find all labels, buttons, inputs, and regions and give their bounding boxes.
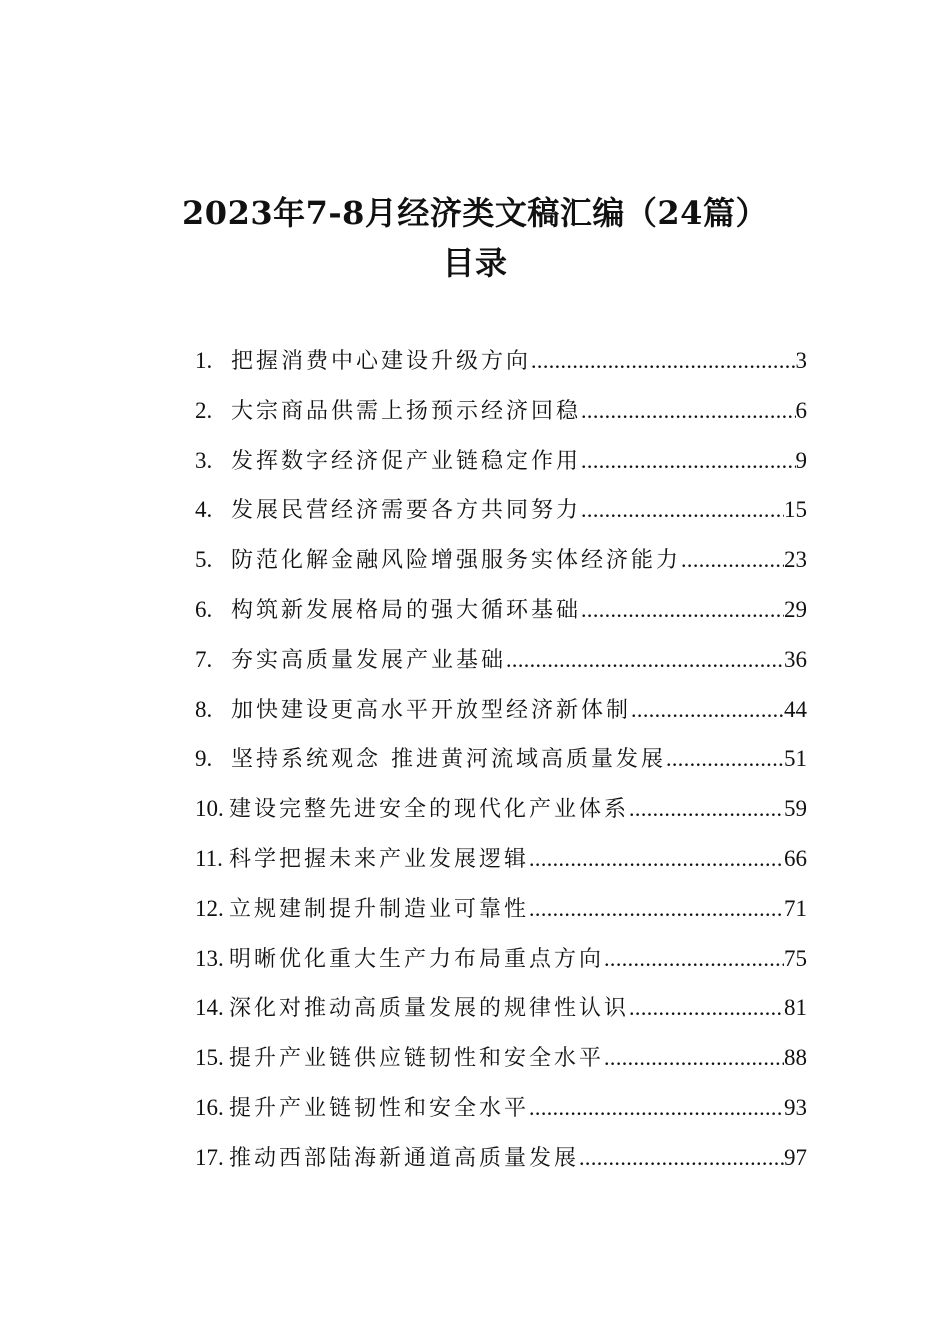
document-title: 2023年7-8月经济类文稿汇编（24篇） — [182, 194, 768, 232]
toc-entry-14[interactable] — [195, 986, 807, 1036]
toc-dot-leader — [529, 1086, 784, 1130]
toc-entry-page: 51 — [784, 746, 807, 772]
toc-dot-leader — [529, 887, 784, 931]
toc-entry-number: 6. — [195, 596, 213, 622]
toc-entry-title: 发挥数字经济促产业链稳定作用 — [231, 448, 582, 474]
toc-entry-4[interactable] — [195, 488, 807, 538]
toc-entry-6[interactable] — [195, 588, 807, 638]
toc-entry-title: 坚持系统观念 推进黄河流域高质量发展 — [231, 747, 666, 773]
toc-entry-number: 10. — [195, 796, 224, 822]
toc-entry-page: 3 — [795, 348, 807, 373]
toc-entry-1[interactable] — [195, 339, 807, 389]
toc-entry-number: 2. — [195, 397, 213, 423]
toc-entry-16[interactable] — [195, 1086, 807, 1136]
toc-entry-number: 12. — [195, 895, 224, 921]
toc-dot-leader — [629, 787, 784, 831]
toc-entry-page: 29 — [784, 596, 807, 622]
toc-entry-12[interactable] — [195, 887, 807, 937]
toc-entry-page: 75 — [784, 945, 807, 971]
toc-entry-title: 提升产业链韧性和安全水平 — [229, 1095, 530, 1121]
toc-entry-15[interactable] — [195, 1036, 807, 1086]
toc-entry-17[interactable] — [195, 1136, 807, 1186]
toc-entry-13[interactable] — [195, 937, 807, 987]
toc-entry-number: 14. — [195, 995, 224, 1021]
toc-dot-leader — [506, 638, 784, 682]
toc-entry-page: 6 — [795, 397, 807, 423]
toc-dot-leader — [631, 688, 784, 732]
toc-dot-leader — [581, 439, 795, 483]
toc-entry-title: 科学把握未来产业发展逻辑 — [229, 846, 530, 872]
toc-entry-title: 防范化解金融风险增强服务实体经济能力 — [231, 548, 682, 574]
toc-entry-number: 11. — [195, 845, 223, 871]
toc-dot-leader — [629, 986, 784, 1030]
toc-entry-number: 15. — [195, 1045, 224, 1071]
toc-entry-10[interactable] — [195, 787, 807, 837]
toc-entry-2[interactable] — [195, 389, 807, 439]
toc-entry-number: 13. — [195, 945, 224, 971]
toc-entry-title: 构筑新发展格局的强大循环基础 — [231, 597, 582, 623]
toc-entry-page: 59 — [784, 796, 807, 822]
toc-dot-leader — [581, 588, 784, 632]
toc-entry-title: 大宗商品供需上扬预示经济回稳 — [231, 398, 582, 424]
toc-entry-page: 23 — [784, 547, 807, 573]
toc-entry-title: 把握消费中心建设升级方向 — [231, 349, 532, 374]
toc-dot-leader — [666, 737, 784, 781]
toc-entry-3[interactable] — [195, 439, 807, 489]
toc-entry-page: 93 — [784, 1094, 807, 1120]
toc-entry-page: 36 — [784, 646, 807, 672]
toc-entry-title: 立规建制提升制造业可靠性 — [229, 896, 530, 922]
toc-entry-title: 提升产业链供应链韧性和安全水平 — [229, 1046, 605, 1072]
toc-dot-leader — [681, 538, 784, 582]
toc-dot-leader — [604, 937, 784, 981]
toc-entry-number: 16. — [195, 1094, 224, 1120]
toc-dot-leader — [581, 389, 795, 433]
toc-entry-9[interactable] — [195, 737, 807, 787]
toc-dot-leader — [581, 488, 784, 532]
toc-entry-8[interactable] — [195, 688, 807, 738]
table-of-contents — [195, 339, 807, 1186]
toc-dot-leader — [529, 837, 784, 881]
toc-entry-7[interactable] — [195, 638, 807, 688]
toc-entry-number: 5. — [195, 547, 213, 573]
toc-entry-title: 发展民营经济需要各方共同努力 — [231, 498, 582, 524]
toc-entry-page: 97 — [784, 1144, 807, 1170]
toc-entry-title: 加快建设更高水平开放型经济新体制 — [231, 697, 632, 723]
toc-entry-number: 9. — [195, 746, 213, 772]
toc-heading: 目录 — [442, 244, 508, 282]
toc-entry-title: 建设完整先进安全的现代化产业体系 — [229, 797, 630, 823]
toc-dot-leader — [604, 1036, 784, 1080]
toc-entry-page: 88 — [784, 1045, 807, 1071]
toc-entry-page: 44 — [784, 696, 807, 722]
toc-entry-page: 66 — [784, 845, 807, 871]
toc-entry-number: 7. — [195, 646, 213, 672]
toc-entry-number: 4. — [195, 497, 213, 523]
toc-entry-number: 1. — [195, 348, 213, 373]
toc-entry-title: 推动西部陆海新通道高质量发展 — [229, 1145, 580, 1171]
toc-entry-title: 明晰优化重大生产力布局重点方向 — [229, 946, 605, 972]
toc-entry-title: 深化对推动高质量发展的规律性认识 — [229, 996, 630, 1022]
toc-dot-leader — [579, 1136, 784, 1180]
toc-entry-title: 夯实高质量发展产业基础 — [231, 647, 507, 673]
toc-entry-page: 81 — [784, 995, 807, 1021]
toc-entry-number: 17. — [195, 1144, 224, 1170]
toc-entry-5[interactable] — [195, 538, 807, 588]
toc-entry-page: 9 — [795, 447, 807, 473]
toc-entry-page: 15 — [784, 497, 807, 523]
toc-entry-11[interactable] — [195, 837, 807, 887]
toc-entry-number: 3. — [195, 447, 213, 473]
toc-entry-page: 71 — [784, 895, 807, 921]
toc-entry-number: 8. — [195, 696, 213, 722]
toc-dot-leader — [531, 339, 795, 383]
